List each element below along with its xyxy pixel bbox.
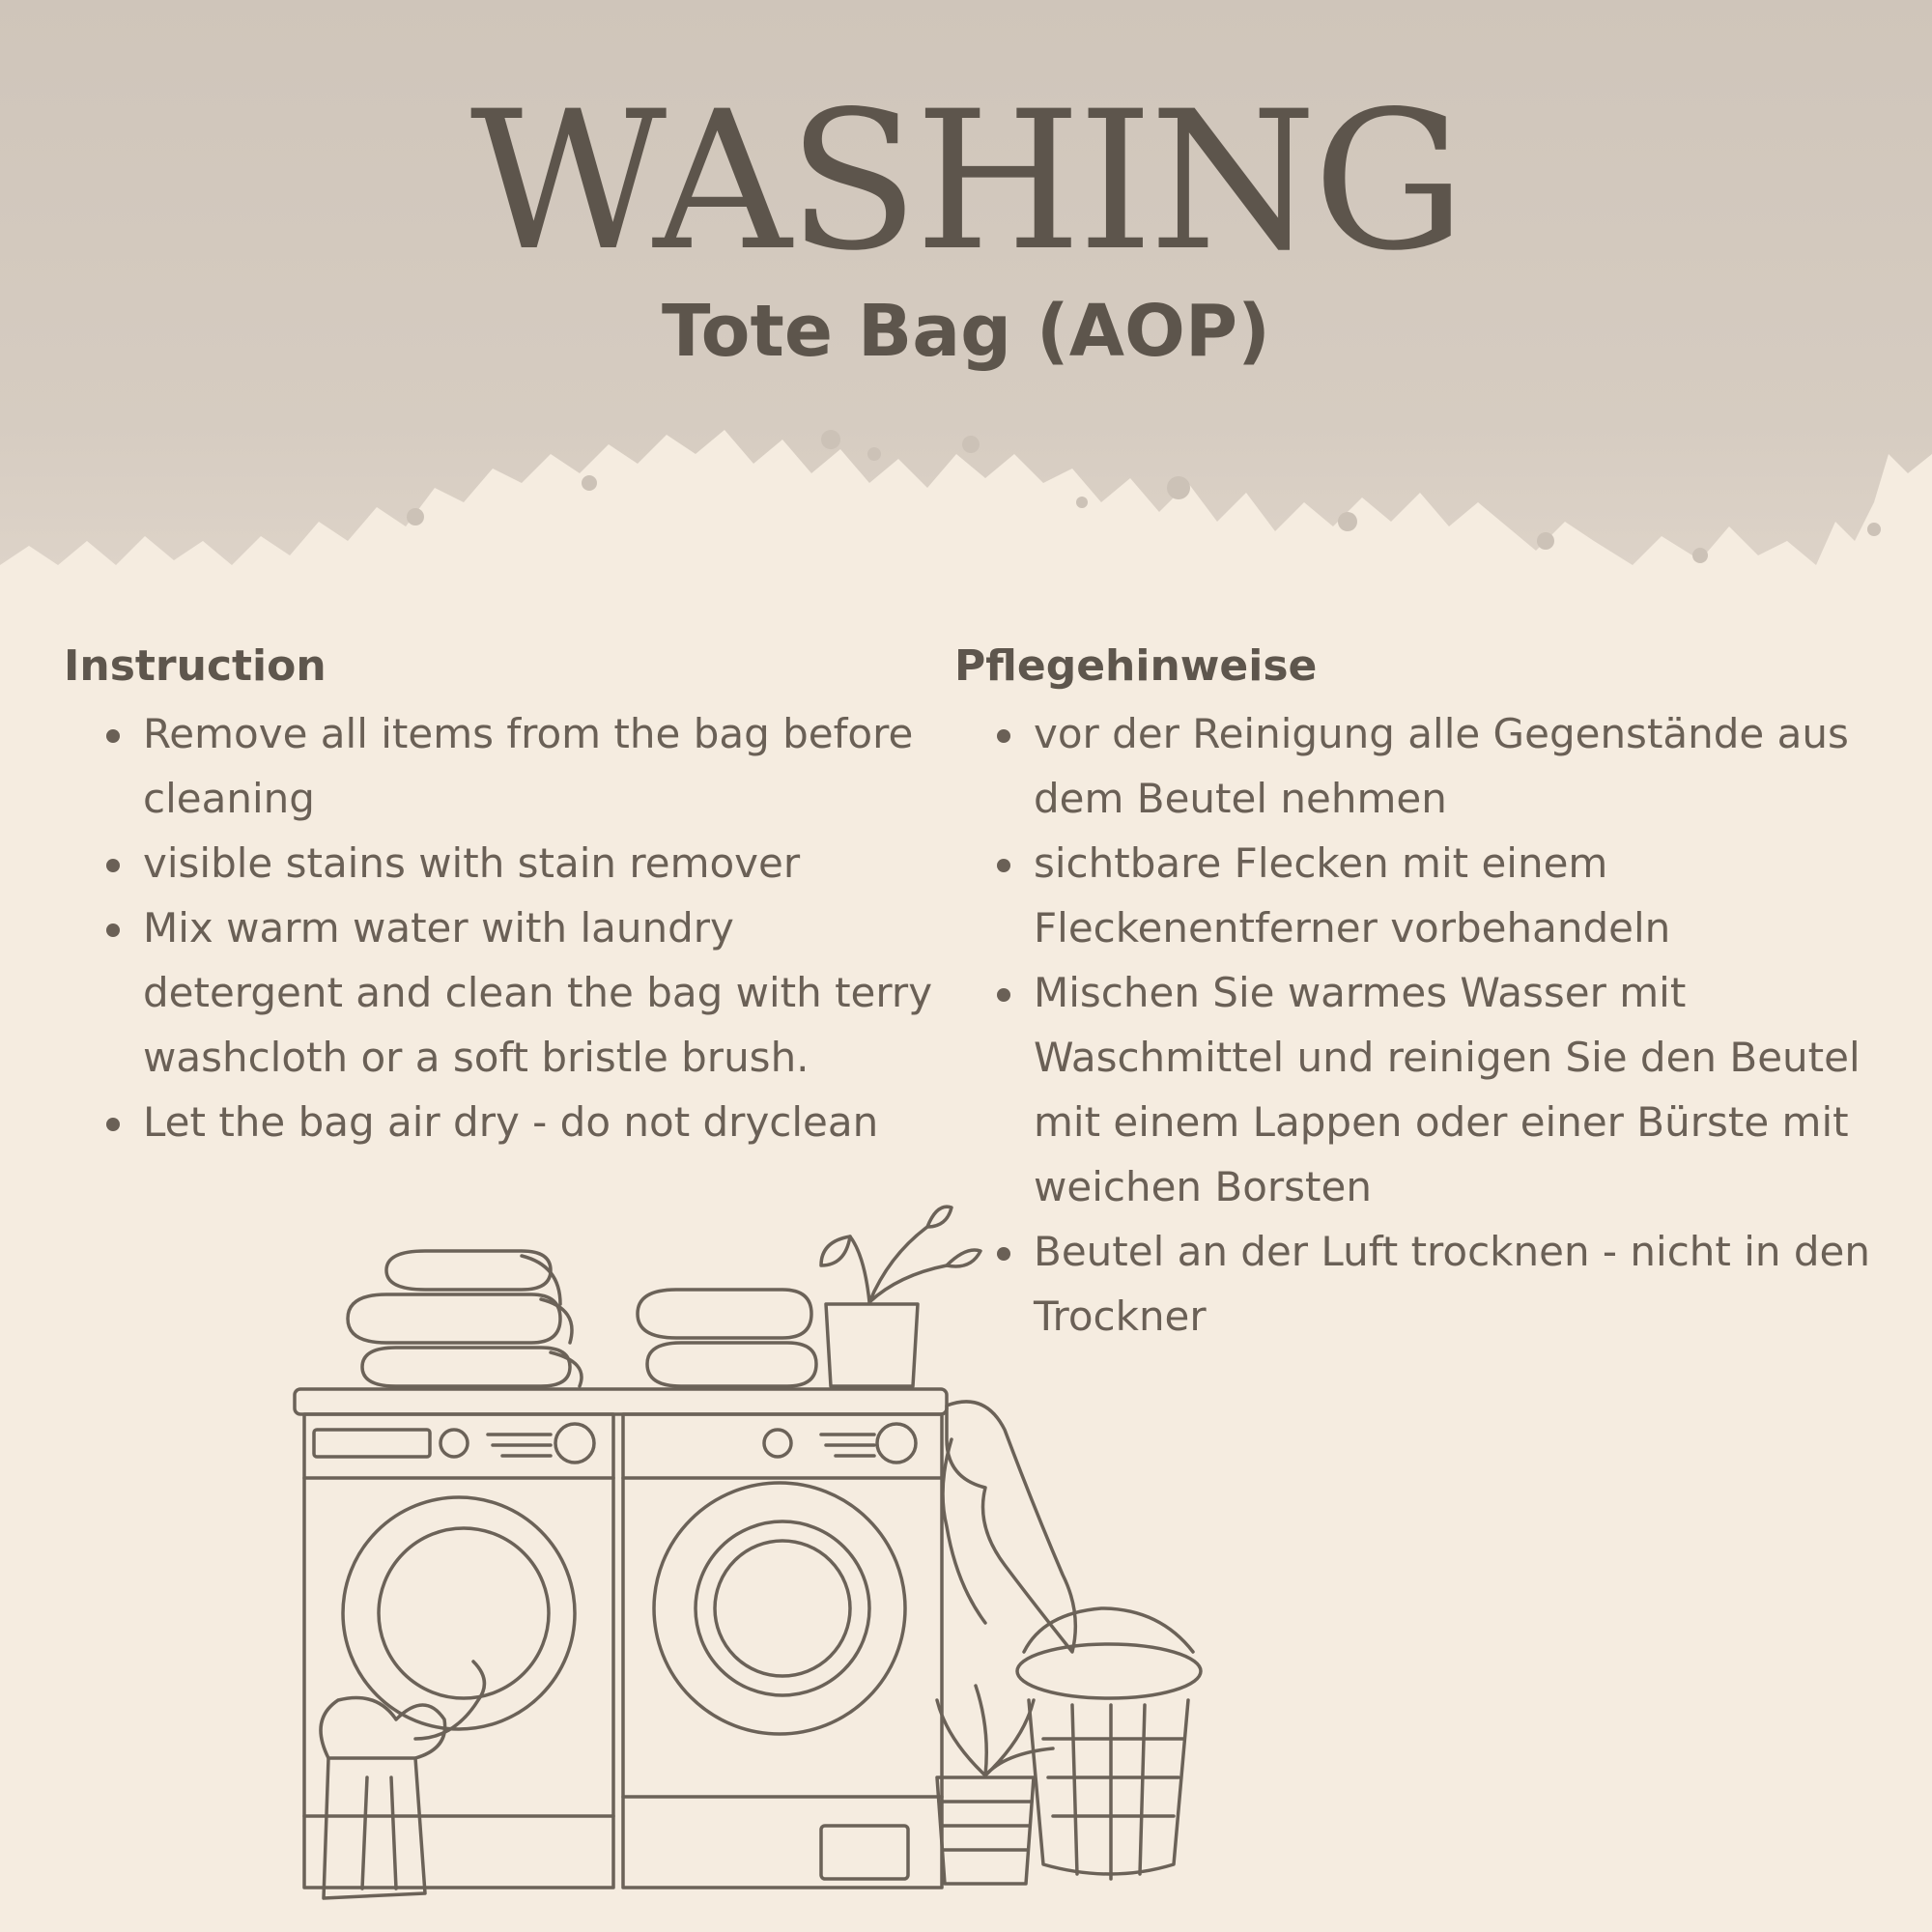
instructions-english: [64, 638, 933, 1154]
washing-machine-icon: [304, 1414, 613, 1888]
page-subtitle: Tote Bag (AOP): [662, 290, 1270, 373]
page-title: WASHING: [469, 70, 1463, 293]
list-item: Mix warm water with laundry detergent and clean the bag with terry washcloth or a soft bristle brush.: [64, 895, 933, 1090]
list-item: visible stains with stain remover: [64, 831, 933, 895]
list-item: Let the bag air dry - do not dryclean: [64, 1090, 933, 1154]
folded-towels-icon: [638, 1290, 816, 1386]
list-item: sichtbare Flecken mit einem Fleckenentferner vorbehandeln: [954, 831, 1901, 960]
folded-towels-icon: [348, 1251, 582, 1386]
instructions-list: [64, 701, 933, 1154]
list-item: Remove all items from the bag before cleaning: [64, 701, 933, 831]
hanging-towel-icon: [943, 1402, 1075, 1652]
pflegehinweise-heading: Pflegehinweise: [954, 641, 1318, 691]
list-item: Beutel an der Luft trocknen - nicht in den Trockner: [954, 1219, 1901, 1349]
list-item: vor der Reinigung alle Gegenstände aus dem Beutel nehmen: [954, 701, 1901, 831]
instructions-heading: Instruction: [64, 641, 327, 691]
header-banner: [0, 0, 1932, 570]
dryer-icon: [623, 1414, 942, 1888]
list-item: Mischen Sie warmes Wasser mit Waschmittel und reinigen Sie den Beutel mit einem Lappen oder einer Bürste mit weichen Borsten: [954, 960, 1901, 1219]
potted-plant-icon: [821, 1207, 980, 1386]
laundry-room-illustration: [270, 1198, 1217, 1913]
laundry-basket-icon: [1017, 1608, 1201, 1879]
